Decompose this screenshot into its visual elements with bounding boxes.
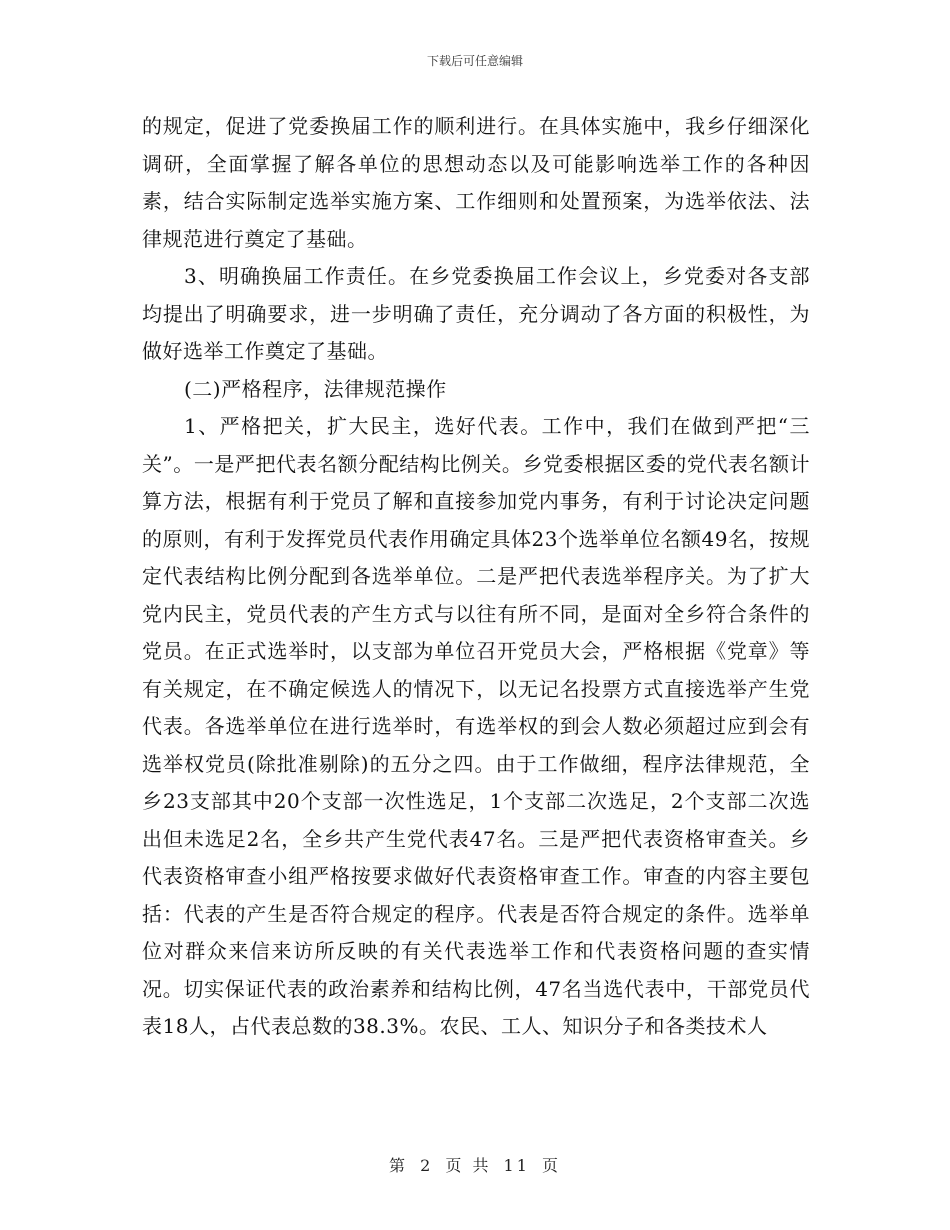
section-heading: (二)严格程序，法律规范操作	[184, 376, 447, 401]
paragraph-2: 3、明确换届工作责任。在乡党委换届工作会议上，乡党委对各支部均提出了明确要求，进一步明确了责任，充分调动了各方面的积极性，为做好选举工作奠定了基础。	[142, 264, 810, 363]
total-page-count: 11	[503, 1156, 530, 1175]
paragraph-3: 1、严格把关，扩大民主，选好代表。工作中，我们在做到严把“三关”。一是严把代表名额分配结构比例关。乡党委根据区委的党代表名额计算方法，根据有利于党员了解和直接参加党内事务，有利于讨论决定问题的原则，有利于发挥党员代表作用确定具体23个选举单位名额49名，按规定代表结构比例分配到各选举单位。二是严把代表选举程序关。为了扩大党内民主，党员代表的产生方式与以往有所不同，是面对全乡符合条件的党员。在正式选举时，以支部为单位召开党员大会，严格根据《党章》等有关规定，在不确定候选人的情况下，以无记名投票方式直接选举产生党代表。各选举单位在进行选举时，有选举权的到会人数必须超过应到会有选举权党员(除批准剔除)的五分之四。由于工作做细，程序法律规范，全乡23支部其中20个支部一次性选足，1个支部二次选足，2个支部二次选出但未选足2名，全乡共产生党代表47名。三是严把代表资格审查关。乡代表资格审查小组严格按要求做好代表资格审查工作。审查的内容主要包括：代表的产生是否符合规定的程序。代表是否符合规定的条件。选举单位对群众来信来访所反映的有关代表选举工作和代表资格问题的查实情况。切实保证代表的政治素养和结构比例，47名当选代表中，干部党员代表18人，占代表总数的38.3%。农民、工人、知识分子和各类技术人	[142, 414, 810, 1038]
page-footer	[0, 1153, 950, 1176]
paragraph-1: 的规定，促进了党委换届工作的顺利进行。在具体实施中，我乡仔细深化调研，全面掌握了解各单位的思想动态以及可能影响选举工作的各种因素，结合实际制定选举实施方案、工作细则和处置预案，为选举依法、法律规范进行奠定了基础。	[142, 114, 810, 251]
current-page-number: 2	[420, 1156, 434, 1175]
footer-middle: 页 共	[445, 1156, 492, 1175]
footer-prefix: 第	[388, 1156, 408, 1175]
page-header: 下载后可任意编辑	[426, 54, 523, 68]
footer-suffix: 页	[542, 1156, 562, 1175]
document-body	[142, 108, 810, 1046]
